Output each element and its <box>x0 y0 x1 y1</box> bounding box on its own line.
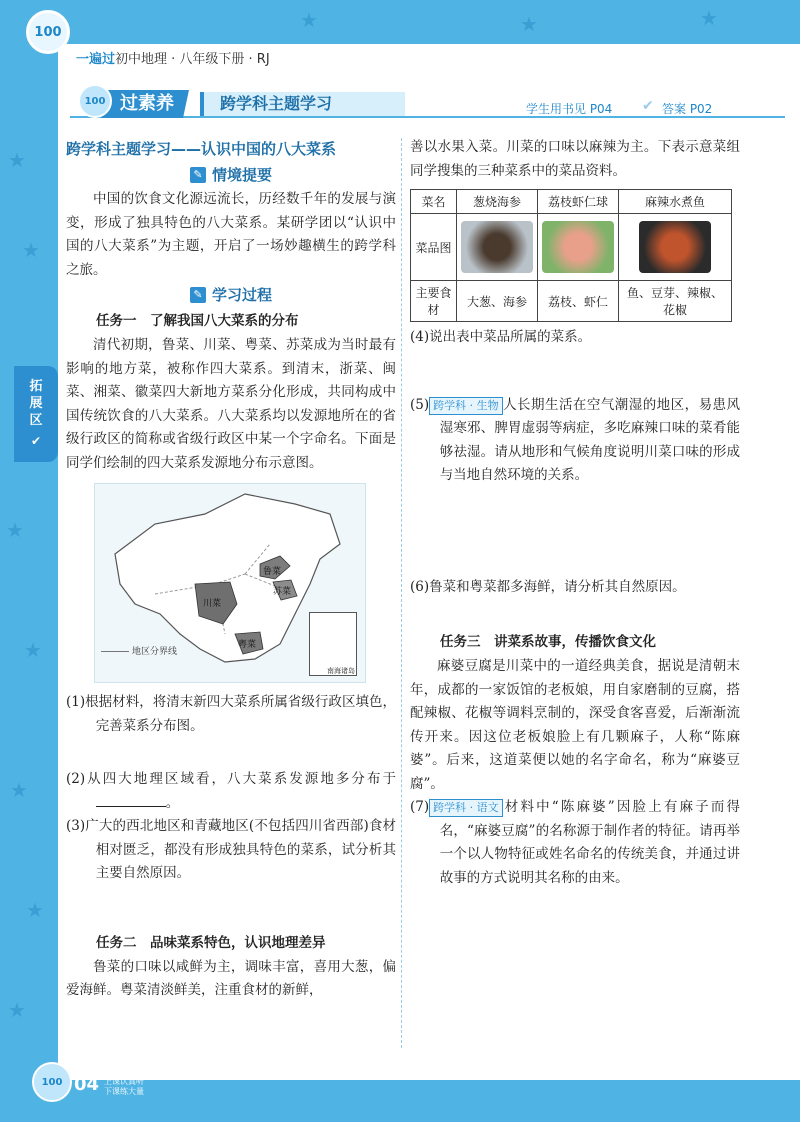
top-strip <box>0 0 800 44</box>
subject-tag: 跨学科 · 生物 <box>429 397 503 415</box>
question-2: (2)从四大地理区域看，八大菜系发源地多分布于。 <box>66 771 396 811</box>
star-icon: ★ <box>10 778 28 802</box>
star-icon: ★ <box>22 238 40 262</box>
student-book-ref: 学生用书见 P04 <box>526 102 613 116</box>
task-two-heading: 任务二 品味菜系特色，认识地理差异 <box>96 934 326 951</box>
map-label-su: 苏菜 <box>273 587 292 597</box>
dish-name: 葱烧海参 <box>457 190 538 214</box>
section-heading-label: 情境提要 <box>211 166 272 184</box>
ingredient-cell: 鱼、豆芽、辣椒、花椒 <box>619 281 732 322</box>
dish-photo-cell <box>538 214 619 281</box>
section-subtitle: 跨学科主题学习 <box>200 92 405 116</box>
ingredient-cell: 大葱、海参 <box>457 281 538 322</box>
dish-table <box>410 189 732 322</box>
map-label-lu: 鲁菜 <box>263 567 282 577</box>
china-border <box>115 494 340 662</box>
answer-space <box>410 488 740 532</box>
right-column <box>410 136 740 890</box>
dish-photo-cell <box>619 214 732 281</box>
star-icon: ★ <box>700 6 718 30</box>
answer-space <box>66 886 396 930</box>
question-7: (7) 跨学科 · 语文 材料中“陈麻婆”因脸上有麻子而得名，“麻婆豆腐”的名称源于制作者的特征。请再举一个以人物特征或姓名命名的传统美食，并通过讲故事的方式说明其名称的由来。 <box>410 799 740 886</box>
mascot-icon: 100 <box>32 1062 72 1102</box>
table-row <box>411 214 732 281</box>
logo-badge: 100 <box>26 10 70 54</box>
section-heading-label: 学习过程 <box>211 286 272 304</box>
footer-slogan: 上课认真听 下课练大量 <box>104 1077 144 1096</box>
task-one-heading: 任务一 了解我国八大菜系的分布 <box>96 313 299 329</box>
task-two-text-continued: 善以水果入菜。川菜的口味以麻辣为主。下表示意菜组同学搜集的三种菜系中的菜品资料。 <box>410 139 740 179</box>
side-tab-char: 展 <box>29 396 43 411</box>
star-icon: ★ <box>8 998 26 1022</box>
map-inset-label: 南海诸岛 <box>327 667 355 675</box>
row-label: 主要食材 <box>411 281 457 322</box>
side-tab-char: 拓 <box>29 379 43 394</box>
question-6: (6)鲁菜和粤菜都多海鲜，请分析其自然原因。 <box>410 578 686 595</box>
answer-space <box>410 599 740 629</box>
question-5: (5) 跨学科 · 生物 人长期生活在空气潮湿的地区，易患风湿寒邪、脾胃虚弱等病症，多吃麻辣口味的菜肴能够祛湿。请从地形和气候角度说明川菜口味的形成与当地自然环境的关系。 <box>410 396 740 483</box>
pencil-icon: ✎ <box>190 167 206 183</box>
check-icon: ✔ <box>642 98 654 114</box>
map-label-yue: 粤菜 <box>238 640 257 650</box>
pencil-icon: ✎ <box>190 287 206 303</box>
star-icon: ★ <box>24 638 42 662</box>
table-row <box>411 190 732 214</box>
map-legend: 地区分界线 <box>101 644 177 657</box>
answer-blank[interactable] <box>96 793 166 807</box>
answer-space <box>410 532 740 576</box>
dish-photo <box>461 221 533 273</box>
table-row <box>411 281 732 322</box>
section-heading-context <box>66 162 396 188</box>
task-three-heading: 任务三 讲菜系故事，传播饮食文化 <box>440 634 656 650</box>
page-number: 04 <box>74 1074 100 1095</box>
ingredient-cell: 荔枝、虾仁 <box>538 281 619 322</box>
question-3: (3)广大的西北地区和青藏地区(不包括四川省西部)食材相对匮乏，都没有形成独具特色的菜系，试分析其主要自然原因。 <box>66 818 396 881</box>
section-banner: 过素养 <box>101 90 189 118</box>
star-icon: ★ <box>8 148 26 172</box>
lesson-title: 跨学科主题学习——认识中国的八大菜系 <box>66 140 337 158</box>
star-icon: ★ <box>520 12 538 36</box>
task-one-text: 清代初期，鲁菜、川菜、粤菜、苏菜成为当时最有影响的地方菜，被称作四大菜系。到清末，浙菜、闽菜、湘菜、徽菜四大新地方菜系分化形成，共同构成中国传统饮食的八大菜系。八大菜系均以发源地所在的省级行政区的简称或省级行政区中某一个字命名。下面是同学们绘制的四大菜系发源地分布示意图。 <box>66 337 396 471</box>
star-icon: ★ <box>6 518 24 542</box>
dish-photo-cell <box>457 214 538 281</box>
dish-name: 荔枝虾仁球 <box>538 190 619 214</box>
section-heading-process <box>66 282 396 308</box>
left-column <box>66 136 396 1003</box>
task-three-text: 麻婆豆腐是川菜中的一道经典美食，据说是清朝末年，成都的一家饭馆的老板娘，用自家磨制的豆腐，搭配辣椒、花椒等调料烹制的，深受食客喜爱，后渐渐流传开来。因这位老板娘脸上有几颗麻子，人称“陈麻婆”。后来，这道菜便以她的名字命名，称为“麻婆豆腐”。 <box>410 658 740 792</box>
brand-name: 一遍过 <box>76 52 116 67</box>
answer-space <box>410 350 740 394</box>
answer-ref: 答案 P02 <box>662 102 713 116</box>
dish-photo <box>639 221 711 273</box>
subject-tag: 跨学科 · 语文 <box>429 799 503 817</box>
question-4: (4)说出表中菜品所属的菜系。 <box>410 329 592 345</box>
course-title: 初中地理 · 八年级下册 · RJ <box>115 52 270 67</box>
answer-space <box>66 738 396 768</box>
intro-paragraph: 中国的饮食文化源远流长，历经数千年的发展与演变，形成了独具特色的八大菜系。某研学团以“认识中国的八大菜系”为主题，开启了一场妙趣横生的跨学科之旅。 <box>66 191 396 278</box>
side-tab-extension <box>14 366 58 462</box>
side-tab-char: 区 <box>29 413 43 428</box>
column-divider <box>401 138 402 1048</box>
check-icon: ✔ <box>30 434 42 448</box>
star-icon: ★ <box>300 8 318 32</box>
map-label-chuan: 川菜 <box>203 599 222 609</box>
table-corner: 菜名 <box>411 190 457 214</box>
row-label: 菜品图 <box>411 214 457 281</box>
task-two-text: 鲁菜的口味以咸鲜为主，调味丰富，喜用大葱，偏爱海鲜。粤菜清淡鲜美，注重食材的新鲜， <box>66 958 396 998</box>
star-icon: ★ <box>26 898 44 922</box>
mascot-icon: 100 <box>78 84 112 118</box>
cuisine-distribution-map <box>94 483 366 683</box>
dish-photo <box>542 221 614 273</box>
dish-name: 麻辣水煮鱼 <box>619 190 732 214</box>
question-1: (1)根据材料，将清末新四大菜系所属省级行政区填色，完善菜系分布图。 <box>66 694 396 734</box>
